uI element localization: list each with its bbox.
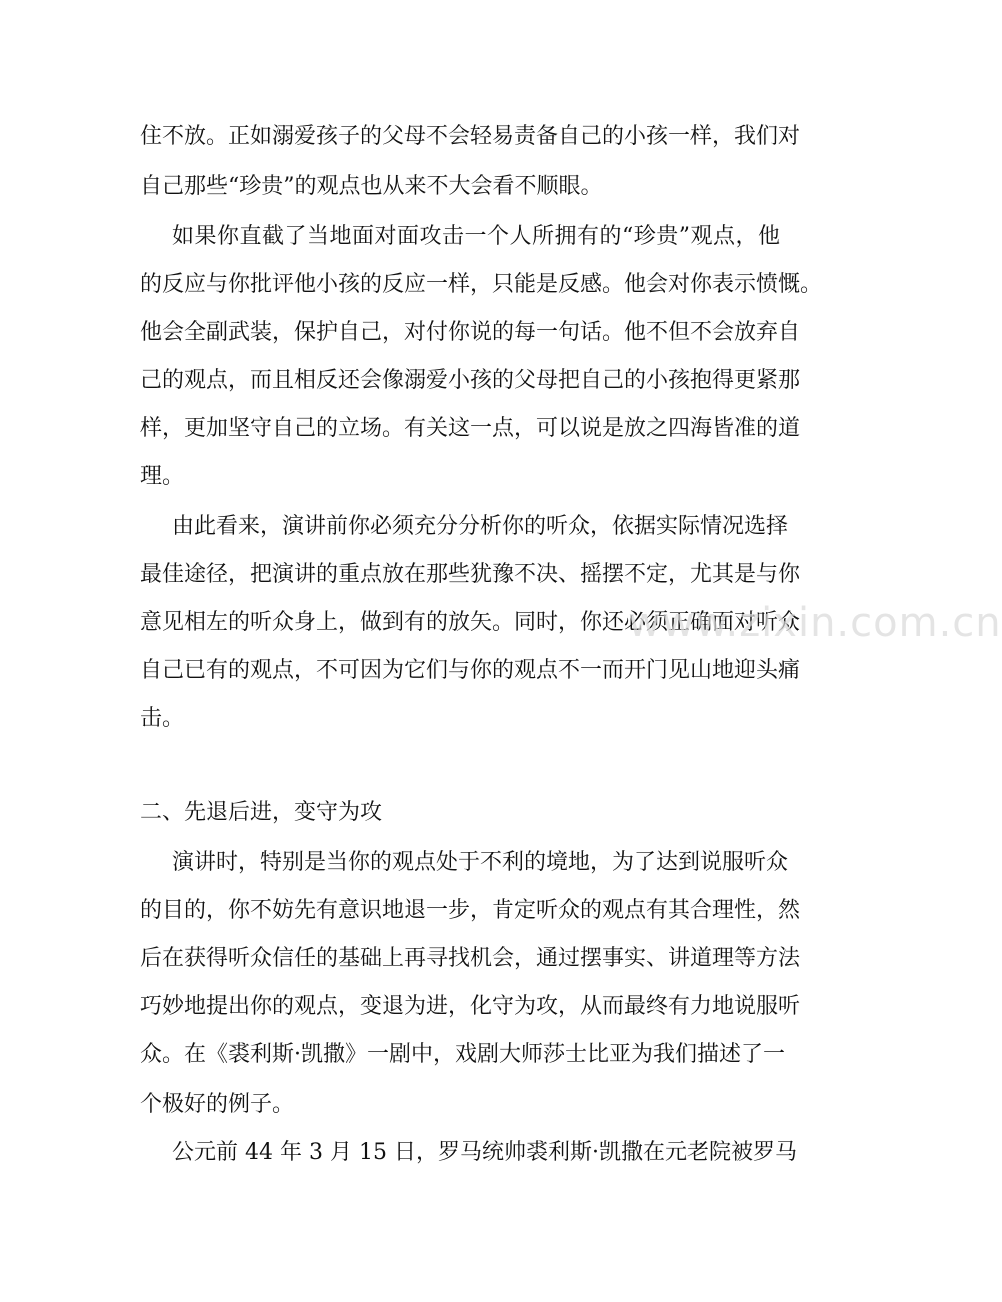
body-text-line: 自己那些“珍贵”的观点也从来不大会看不顺眼。	[140, 174, 603, 199]
body-text-line: 击。	[140, 706, 185, 731]
body-text-line: 个极好的例子。	[140, 1092, 295, 1117]
body-text-line: 己的观点，而且相反还会像溺爱小孩的父母把自己的小孩抱得更紧那	[140, 368, 801, 393]
body-text-line: 自己已有的观点，不可因为它们与你的观点不一而开门见山地迎头痛	[140, 658, 801, 683]
body-text-line: 住不放。正如溺爱孩子的父母不会轻易责备自己的小孩一样，我们对	[140, 124, 801, 149]
body-text-line: 意见相左的听众身上，做到有的放矢。同时，你还必须正确面对听众	[140, 610, 801, 635]
body-text-line: 样，更加坚守自己的立场。有关这一点，可以说是放之四海皆准的道	[140, 416, 801, 441]
section-heading: 二、先退后进，变守为攻	[140, 800, 383, 825]
body-text-line: 如果你直截了当地面对面攻击一个人所拥有的“珍贵”观点，他	[172, 224, 780, 249]
body-text-line: 众。在《裘利斯·凯撒》一剧中，戏剧大师莎士比亚为我们描述了一	[140, 1042, 785, 1067]
body-text-line: 他会全副武装，保护自己，对付你说的每一句话。他不但不会放弃自	[140, 320, 801, 345]
body-text-line: 公元前 44 年 3 月 15 日，罗马统帅裘利斯·凯撒在元老院被罗马	[172, 1140, 797, 1165]
body-text-line: 演讲时，特别是当你的观点处于不利的境地，为了达到说服听众	[172, 850, 789, 875]
body-text-line: 巧妙地提出你的观点，变退为进，化守为攻，从而最终有力地说服听	[140, 994, 801, 1019]
body-text-line: 的目的，你不妨先有意识地退一步，肯定听众的观点有其合理性，然	[140, 898, 801, 923]
body-text-line: 由此看来，演讲前你必须充分分析你的听众，依据实际情况选择	[172, 514, 789, 539]
body-text-line: 后在获得听众信任的基础上再寻找机会，通过摆事实、讲道理等方法	[140, 946, 801, 971]
body-text-line: 的反应与你批评他小孩的反应一样，只能是反感。他会对你表示愤慨。	[140, 272, 823, 297]
watermark-text: www.zixin.com.cn	[628, 600, 1002, 646]
body-text-line: 最佳途径，把演讲的重点放在那些犹豫不决、摇摆不定，尤其是与你	[140, 562, 801, 587]
body-text-line: 理。	[140, 464, 185, 489]
